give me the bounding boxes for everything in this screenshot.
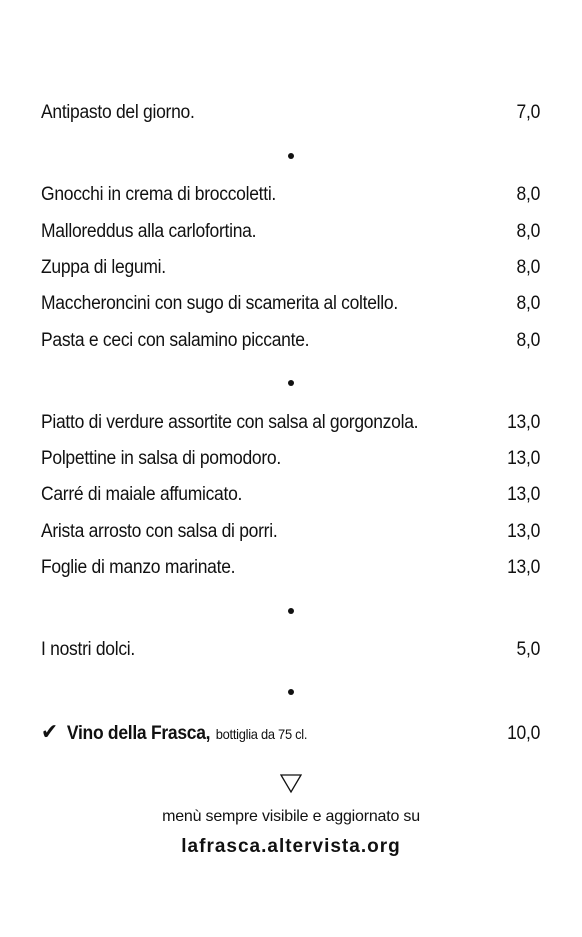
item-price: 8,0 (516, 184, 541, 205)
triangle-down-icon (280, 774, 302, 794)
item-price: 13,0 (507, 484, 541, 505)
item-name: Arista arrosto con salsa di porri. (41, 521, 278, 542)
website-link[interactable]: lafrasca.altervista.org (181, 836, 401, 857)
item-price: 8,0 (516, 330, 541, 351)
item-price: 13,0 (507, 412, 541, 433)
item-price: 5,0 (516, 639, 541, 660)
checkmark-icon: ✔ (41, 719, 58, 744)
item-price: 8,0 (516, 257, 541, 278)
item-price: 8,0 (516, 293, 541, 314)
item-price: 7,0 (516, 102, 541, 123)
menu-item (41, 329, 540, 353)
item-name: Foglie di manzo marinate. (41, 557, 236, 578)
menu-item (41, 483, 540, 507)
section-divider-dot (288, 153, 294, 159)
item-price: 13,0 (507, 448, 541, 469)
wine-detail: bottiglia da 75 cl. (215, 726, 308, 742)
section-divider-dot (288, 380, 294, 386)
wine-item (41, 720, 540, 746)
menu-item (41, 256, 540, 280)
item-name: Maccheroncini con sugo di scamerita al coltello. (41, 293, 398, 314)
wine-name: Vino della Frasca, (66, 723, 211, 744)
item-price: 8,0 (516, 221, 541, 242)
item-name: Gnocchi in crema di broccoletti. (41, 184, 277, 205)
menu-item (41, 638, 540, 662)
item-price: 13,0 (507, 521, 541, 542)
item-price: 13,0 (507, 557, 541, 578)
menu-item (41, 292, 540, 316)
menu-item (41, 411, 540, 435)
wine-price: 10,0 (507, 723, 541, 744)
section-divider-dot (288, 689, 294, 695)
item-name: Antipasto del giorno. (41, 102, 195, 123)
item-name: Pasta e ceci con salamino piccante. (41, 330, 310, 351)
item-name: Carré di maiale affumicato. (41, 484, 243, 505)
menu-item (41, 520, 540, 544)
menu-item (41, 220, 540, 244)
menu-item (41, 447, 540, 471)
item-name: Zuppa di legumi. (41, 257, 166, 278)
item-name: Polpettine in salsa di pomodoro. (41, 448, 281, 469)
menu-item (41, 183, 540, 207)
item-name: Malloreddus alla carlofortina. (41, 221, 257, 242)
wine-label (41, 720, 307, 746)
item-name: I nostri dolci. (41, 639, 135, 660)
section-divider-dot (288, 608, 294, 614)
menu-item (41, 556, 540, 580)
footer-note: menù sempre visibile e aggiornato su (162, 808, 420, 825)
menu-item (41, 101, 540, 125)
item-name: Piatto di verdure assortite con salsa al gorgonzola. (41, 412, 419, 433)
